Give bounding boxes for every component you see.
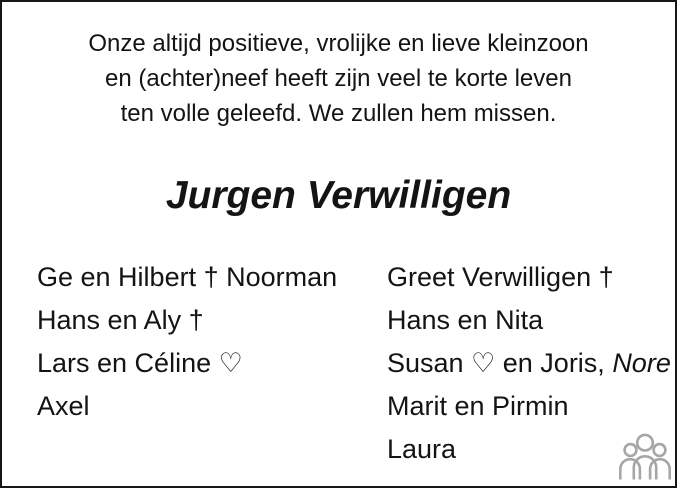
mourners-left-column	[37, 256, 337, 428]
mourner-line: Lars en Céline ♡	[37, 348, 243, 378]
mourner-line-text: Susan ♡ en Joris,	[387, 348, 613, 378]
mourner-line: Marit en Pirmin	[387, 391, 569, 421]
intro-line: ten volle geleefd. We zullen hem missen.	[120, 100, 557, 127]
mourner-line: Hans en Nita	[387, 305, 544, 335]
mourner-line-italic-name: Nore	[612, 348, 671, 378]
intro-line: Onze altijd positieve, vrolijke en lieve kleinzoon	[88, 30, 589, 57]
intro-line: en (achter)neef heeft zijn veel te korte leven	[105, 65, 572, 92]
mourner-line	[387, 342, 671, 385]
mourner-line: Greet Verwilligen †	[387, 262, 614, 292]
mourner-line: Ge en Hilbert † Noorman	[37, 262, 338, 292]
family-figures-icon	[619, 433, 671, 480]
mourner-line: Hans en Aly †	[37, 305, 204, 335]
intro-text	[2, 26, 675, 131]
mourner-line: Axel	[37, 391, 90, 421]
mourner-line: Laura	[387, 434, 457, 464]
deceased-name: Jurgen Verwilligen	[165, 174, 512, 217]
